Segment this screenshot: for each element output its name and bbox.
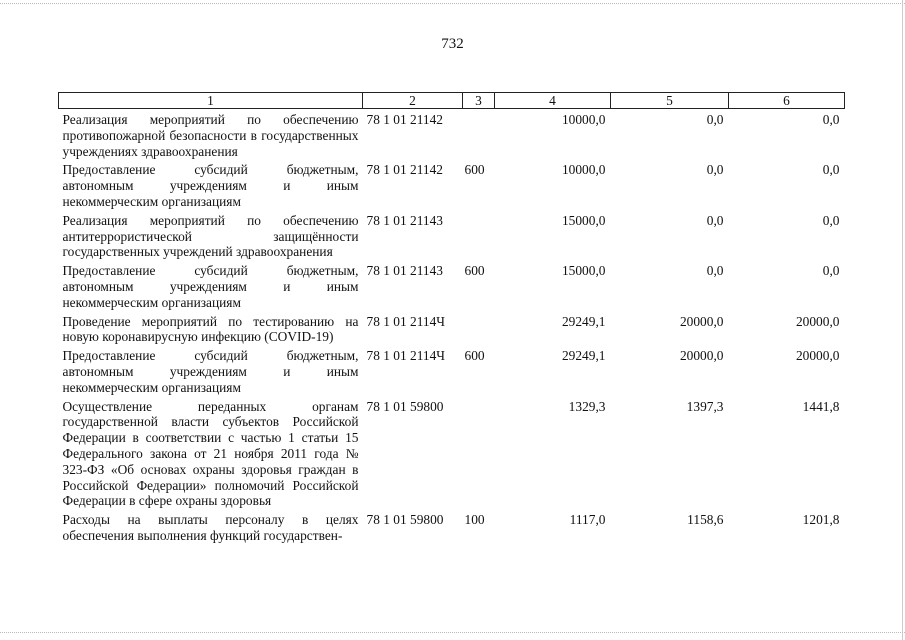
table-row <box>59 260 845 310</box>
table-row <box>59 345 845 395</box>
row-expense-type: 600 <box>464 348 485 364</box>
table-row <box>59 396 845 510</box>
scan-edge-top <box>0 0 905 4</box>
row-amount-year-1: 1117,0 <box>569 512 606 528</box>
row-amount-year-1: 10000,0 <box>561 112 606 127</box>
row-target-article: 78 1 01 2114Ч <box>366 313 446 329</box>
row-amount-year-3: 1201,8 <box>802 512 840 528</box>
budget-table <box>58 92 845 544</box>
table-body <box>59 109 845 544</box>
table-row <box>59 109 845 160</box>
scan-edge-right <box>902 0 903 640</box>
column-header-6: 6 <box>729 93 845 109</box>
row-amount-year-2: 1158,6 <box>687 512 724 528</box>
row-expense-type <box>463 109 495 160</box>
row-name: Осуществление переданных органам государственной власти субъектов Российской Федерации в соответствии с частью 1 статьи 15 Федерального закона от 21 ноября 2011 года № 323-ФЗ «Об основах охраны здоровья граждан в Российской Федерации» полномочий Российской Федерации в сфере охраны здоровья <box>62 398 359 509</box>
row-expense-type: 100 <box>464 512 485 528</box>
row-amount-year-3: 0,0 <box>822 212 840 228</box>
row-amount-year-2: 1397,3 <box>686 398 724 414</box>
column-number-row <box>59 93 845 109</box>
row-amount-year-2: 0,0 <box>706 162 724 178</box>
table-row <box>59 509 845 544</box>
column-header-1: 1 <box>59 93 363 109</box>
row-expense-type <box>463 396 495 510</box>
row-amount-year-1: 15000,0 <box>561 263 606 279</box>
column-header-3: 3 <box>463 93 495 109</box>
row-target-article: 78 1 01 21143 <box>366 263 443 279</box>
row-amount-year-2: 0,0 <box>706 263 724 279</box>
row-name: Реализация мероприятий по обеспечению противопожарной безопасности в государственных учреждениях здравоохранения <box>62 112 359 159</box>
row-name: Предоставление субсидий бюджетным, автономным учреждениям и иным некоммерческим организациям <box>62 162 359 209</box>
column-header-2: 2 <box>363 93 463 109</box>
row-target-article: 78 1 01 59800 <box>366 512 444 528</box>
table-row <box>59 159 845 209</box>
column-header-5: 5 <box>611 93 729 109</box>
column-header-4: 4 <box>495 93 611 109</box>
row-amount-year-3: 1441,8 <box>802 398 840 414</box>
scan-edge-bottom <box>0 632 905 636</box>
table-row <box>59 210 845 260</box>
row-expense-type: 600 <box>464 162 485 178</box>
row-target-article: 78 1 01 21143 <box>366 212 443 228</box>
row-amount-year-3: 20000,0 <box>795 313 840 329</box>
row-amount-year-1: 15000,0 <box>561 212 606 228</box>
row-expense-type: 600 <box>464 263 485 279</box>
row-target-article: 78 1 01 21142 <box>366 162 443 178</box>
row-amount-year-1: 10000,0 <box>561 162 606 178</box>
row-amount-year-3: 0,0 <box>822 162 840 178</box>
row-amount-year-1: 29249,1 <box>561 313 606 329</box>
row-amount-year-3: 0,0 <box>822 263 840 279</box>
page-number: 732 <box>441 36 464 52</box>
row-amount-year-3: 0,0 <box>822 112 840 127</box>
row-amount-year-2: 20000,0 <box>679 348 724 364</box>
row-amount-year-1: 29249,1 <box>561 348 606 364</box>
table-row <box>59 311 845 346</box>
row-amount-year-2: 20000,0 <box>679 313 724 329</box>
row-expense-type <box>463 311 495 346</box>
row-amount-year-2: 0,0 <box>706 112 724 127</box>
row-name: Проведение мероприятий по тестированию на новую коронавирусную инфекцию (COVID-19) <box>62 313 359 345</box>
row-target-article: 78 1 01 2114Ч <box>366 348 446 364</box>
row-name: Реализация мероприятий по обеспечению антитеррористической защищённости государственных учреждений здравоохранения <box>62 212 359 260</box>
row-name: Предоставление субсидий бюджетным, автономным учреждениям и иным некоммерческим организациям <box>62 263 359 310</box>
row-amount-year-3: 20000,0 <box>795 348 840 364</box>
row-name: Предоставление субсидий бюджетным, автономным учреждениям и иным некоммерческим организациям <box>62 348 359 395</box>
table-header <box>59 93 845 109</box>
row-expense-type <box>463 210 495 260</box>
row-target-article: 78 1 01 21142 <box>366 112 443 127</box>
row-amount-year-2: 0,0 <box>706 212 724 228</box>
row-amount-year-1: 1329,3 <box>568 398 606 414</box>
row-name: Расходы на выплаты персоналу в целях обеспечения выполнения функций государствен- <box>62 512 359 543</box>
row-target-article: 78 1 01 59800 <box>366 398 444 414</box>
